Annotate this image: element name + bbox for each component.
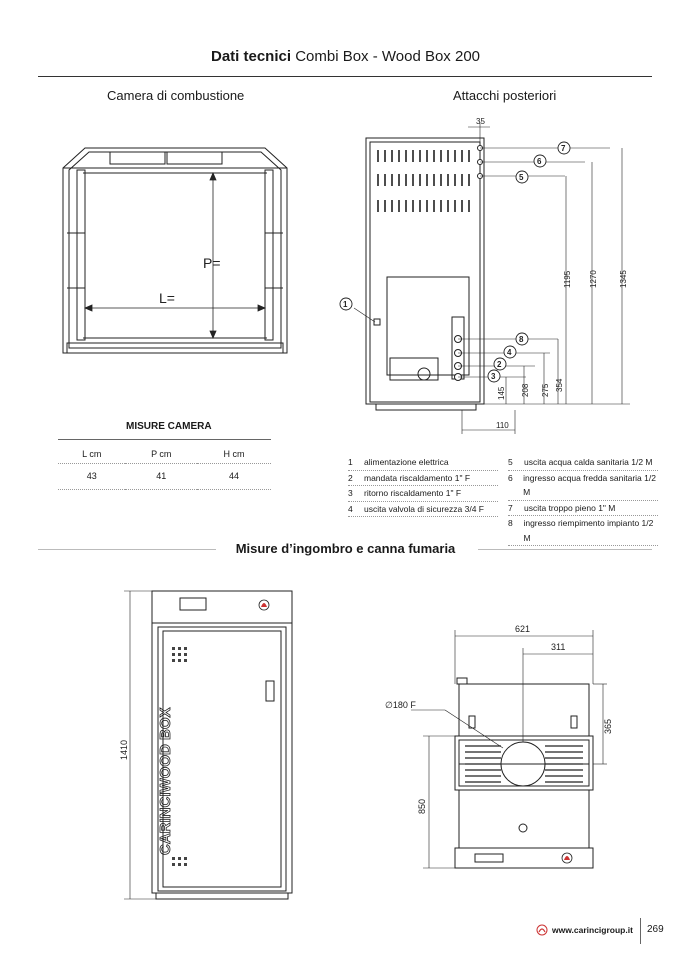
- ingombro-heading: Misure d’ingombro e canna fumaria: [235, 541, 456, 556]
- footer-url[interactable]: www.carincigroup.it: [552, 925, 633, 935]
- legend-left: [348, 455, 498, 517]
- title-rest: Combi Box - Wood Box 200: [295, 48, 480, 65]
- dim-850: 850: [417, 798, 427, 814]
- dim-1345: 1345: [619, 270, 628, 288]
- marker-4: 4: [507, 348, 512, 357]
- misure-header-row: [58, 445, 271, 463]
- misure-rule-top: [58, 439, 271, 440]
- marker-2: 2: [497, 360, 502, 369]
- marker-1: 1: [343, 300, 348, 309]
- dim-35: 35: [476, 117, 485, 126]
- misure-camera-table: [58, 445, 271, 490]
- dim-110: 110: [496, 421, 509, 430]
- attacchi-drawing: [330, 112, 640, 437]
- legend-item: 5 uscita acqua calda sanitaria 1/2 M: [508, 455, 658, 471]
- dim-208: 208: [521, 383, 530, 397]
- label-p: P=: [203, 255, 221, 271]
- marker-5: 5: [519, 173, 524, 182]
- dim-311: 311: [551, 642, 566, 652]
- marker-6: 6: [537, 157, 542, 166]
- dim-365: 365: [603, 718, 613, 734]
- front-view-drawing: [110, 585, 300, 915]
- header-rule: [38, 76, 652, 77]
- page-title: [0, 48, 691, 65]
- marker-3: 3: [491, 372, 496, 381]
- title-bold: Dati tecnici: [210, 48, 292, 65]
- section-rule-right: [478, 549, 652, 550]
- misure-value-p: 41: [156, 471, 167, 481]
- dim-275: 275: [541, 383, 550, 397]
- attacchi-heading: Attacchi posteriori: [453, 88, 557, 103]
- legend-item: 4 uscita valvola di sicurezza 3/4 F: [348, 502, 498, 518]
- section-view-drawing: [375, 618, 635, 888]
- footer-divider: [640, 918, 641, 944]
- legend-item: 2 mandata riscaldamento 1" F: [348, 471, 498, 487]
- misure-value-l: 43: [86, 471, 97, 481]
- flue-diameter: ∅180 F: [385, 700, 416, 710]
- brand-logo-icon: [536, 924, 548, 936]
- front-brand: CARINCIWOOD BOX: [157, 707, 174, 855]
- misure-header-p: P cm: [151, 448, 172, 459]
- dim-145: 145: [497, 386, 506, 400]
- dim-1270: 1270: [589, 270, 598, 288]
- page-number: 269: [647, 924, 664, 935]
- camera-heading: Camera di combustione: [107, 88, 245, 103]
- dim-354: 354: [555, 378, 564, 392]
- legend-right: [508, 455, 658, 546]
- marker-8: 8: [519, 335, 524, 344]
- legend-item: 7 uscita troppo pieno 1" M: [508, 501, 658, 517]
- marker-7: 7: [561, 144, 566, 153]
- legend-item: 8 ingresso riempimento impianto 1/2 M: [508, 516, 658, 546]
- front-dim-1410: 1410: [119, 739, 129, 760]
- legend-item: 1 alimentazione elettrica: [348, 455, 498, 471]
- dim-1195: 1195: [563, 270, 572, 288]
- misure-value-h: 44: [229, 471, 240, 481]
- misure-header-l: L cm: [82, 448, 102, 459]
- camera-drawing: [55, 138, 295, 368]
- legend-item: 3 ritorno riscaldamento 1" F: [348, 486, 498, 502]
- legend-item: 6 ingresso acqua fredda sanitaria 1/2 M: [508, 471, 658, 501]
- label-l: L=: [159, 290, 175, 306]
- misure-header-h: H cm: [223, 448, 245, 459]
- misure-camera-title: MISURE CAMERA: [126, 421, 212, 432]
- misure-value-row: [58, 463, 271, 489]
- dim-621: 621: [515, 624, 531, 634]
